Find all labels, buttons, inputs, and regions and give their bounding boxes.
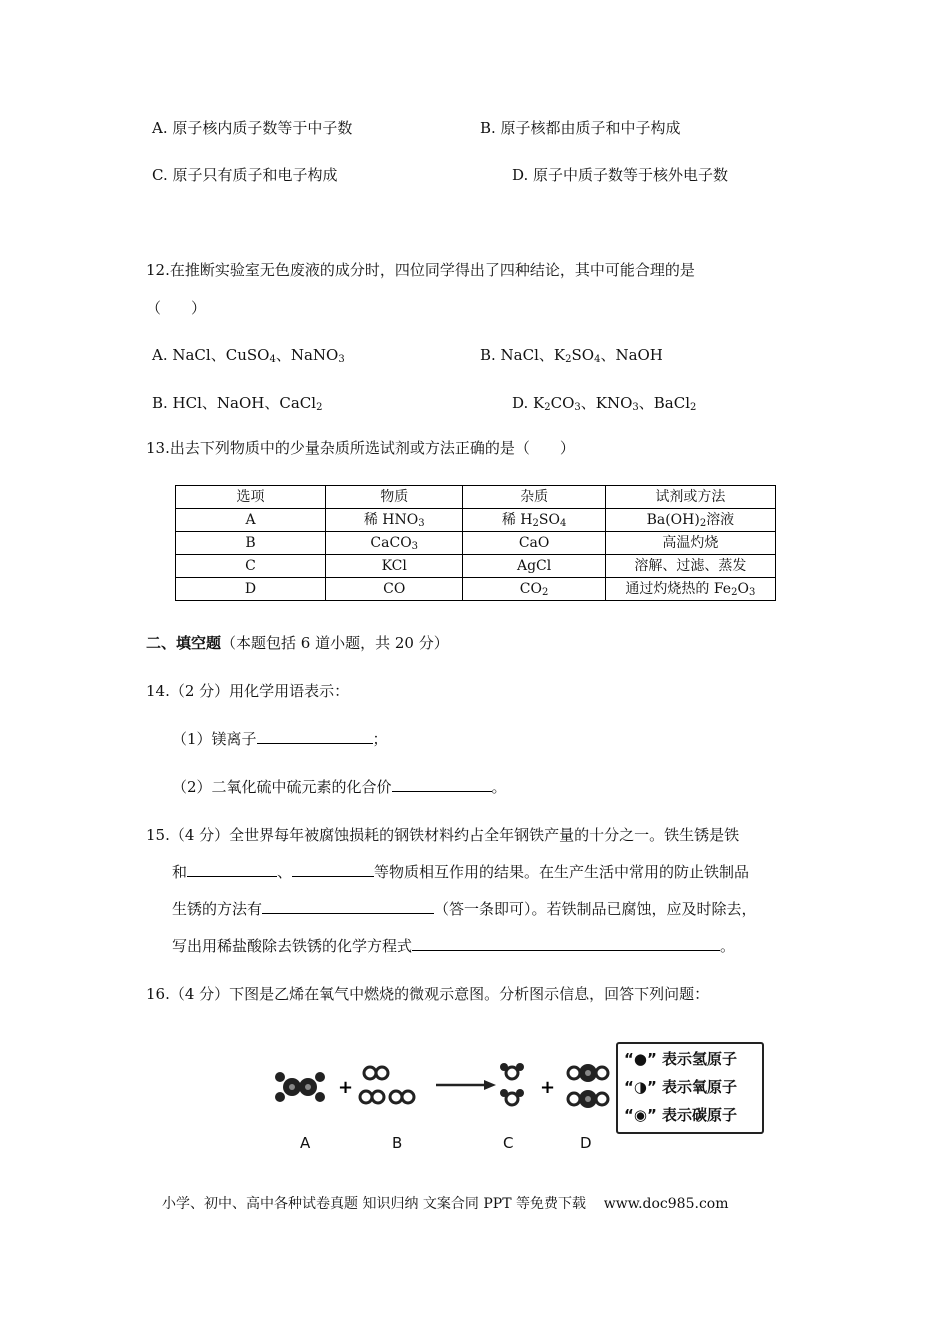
q14-part1: （1）镁离子 ； [172,730,388,748]
section-heading: 二、填空题 [146,634,222,652]
q11-option-d: D. 原子中质子数等于核外电子数 [512,166,729,184]
q15-line3: 生锈的方法有 （答一条即可）。若铁制品已腐蚀，应及时除去， [172,900,757,918]
q11-option-b: B. 原子核都由质子和中子构成 [480,119,681,137]
q15-line2: 和 、 等物质相互作用的结果。在生产生活中常用的防止铁制品 [172,863,750,881]
answer-blank[interactable] [262,899,434,914]
q14-part2: （2）二氧化硫中硫元素的化合价 。 [172,778,507,796]
molecule-d [568,1064,608,1108]
table-cell: C [176,555,326,578]
header-cell: 试剂或方法 [605,486,775,509]
table-cell: 稀 $H_2SO_4$ [463,509,605,532]
table-cell: 稀 $HNO_3$ [326,509,463,532]
table-cell: 高温灼烧 [605,532,775,555]
legend-row: “◑” 表示氧原子 [624,1078,738,1096]
header-cell: 选项 [176,486,326,509]
table-cell: A [176,509,326,532]
answer-blank[interactable] [257,729,373,744]
q15-line4: 写出用稀盐酸除去铁锈的化学方程式 。 [172,937,736,955]
table-row [176,532,776,555]
molecule-c [500,1063,524,1105]
q13-stem: 13.出去下列物质中的少量杂质所选试剂或方法正确的是（ ） [146,439,575,457]
footer-text: 小学、初中、高中各种试卷真题 知识归纳 文案合同 PPT 等免费下载 [162,1196,586,1212]
section-title [146,633,449,653]
table-cell: 溶解、过滤、蒸发 [605,555,775,578]
answer-blank[interactable] [292,862,374,877]
table-cell: AgCl [463,555,605,578]
molecule-b [360,1067,414,1103]
q12-option-d: D. $K_2CO_3$、$KNO_3$、BaCl$_2$ [512,394,697,413]
table-cell: CaO [463,532,605,555]
q12-option-c: B. HCl、NaOH、CaCl$_2$ [152,394,323,413]
q11-option-a: A. 原子核内质子数等于中子数 [152,119,353,137]
legend-row: “●” 表示氢原子 [624,1050,738,1068]
q12-option-b: B. NaCl、$K_2SO_4$、NaOH [480,346,663,365]
table-cell: 通过灼烧热的 $Fe_2O_3$ [605,578,775,601]
table-cell: B [176,532,326,555]
table-cell: $Ba(OH)_2$溶液 [605,509,775,532]
table-cell: $CO_2$ [463,578,605,601]
label-b: B [392,1134,403,1152]
table-row [176,578,776,601]
table-row [176,555,776,578]
arrow-icon [436,1080,496,1090]
table-cell: D [176,578,326,601]
reaction-diagram [260,1045,620,1125]
section-note: （本题包括 6 道小题，共 20 分） [221,634,449,652]
molecule-a [275,1072,325,1102]
q12-option-a: A. NaCl、CuSO$_4$、NaNO$_3$ [152,346,345,365]
table-header-row [176,486,776,509]
table-cell: CaCO$_3$ [326,532,463,555]
q11-option-c: C. 原子只有质子和电子构成 [152,166,338,184]
plus-sign: + [540,1077,556,1098]
footer-url[interactable]: www.doc985.com [603,1196,729,1212]
header-cell: 杂质 [463,486,605,509]
diagram-legend [616,1042,764,1134]
label-a: A [300,1134,311,1152]
page-footer [162,1193,728,1213]
q12-paren: （ ） [146,299,207,317]
q15-line1: 15.（4 分）全世界每年被腐蚀损耗的钢铁材料约占全年钢铁产量的十分之一。铁生锈是铁 [146,826,740,844]
label-c: C [503,1134,514,1152]
table-row [176,509,776,532]
q14-stem: 14.（2 分）用化学用语表示： [146,682,350,700]
table-cell: KCl [326,555,463,578]
answer-blank[interactable] [412,936,720,951]
label-d: D [580,1134,592,1152]
q12-stem: 12.在推断实验室无色废液的成分时，四位同学得出了四种结论，其中可能合理的是 [146,261,695,279]
header-cell: 物质 [326,486,463,509]
legend-row: “◉” 表示碳原子 [624,1106,738,1124]
q16-stem: 16.（4 分）下图是乙烯在氧气中燃烧的微观示意图。分析图示信息，回答下列问题： [146,985,710,1003]
table-cell: CO [326,578,463,601]
plus-sign: + [338,1077,354,1098]
q13-table [175,485,776,601]
answer-blank[interactable] [392,777,492,792]
answer-blank[interactable] [187,862,277,877]
